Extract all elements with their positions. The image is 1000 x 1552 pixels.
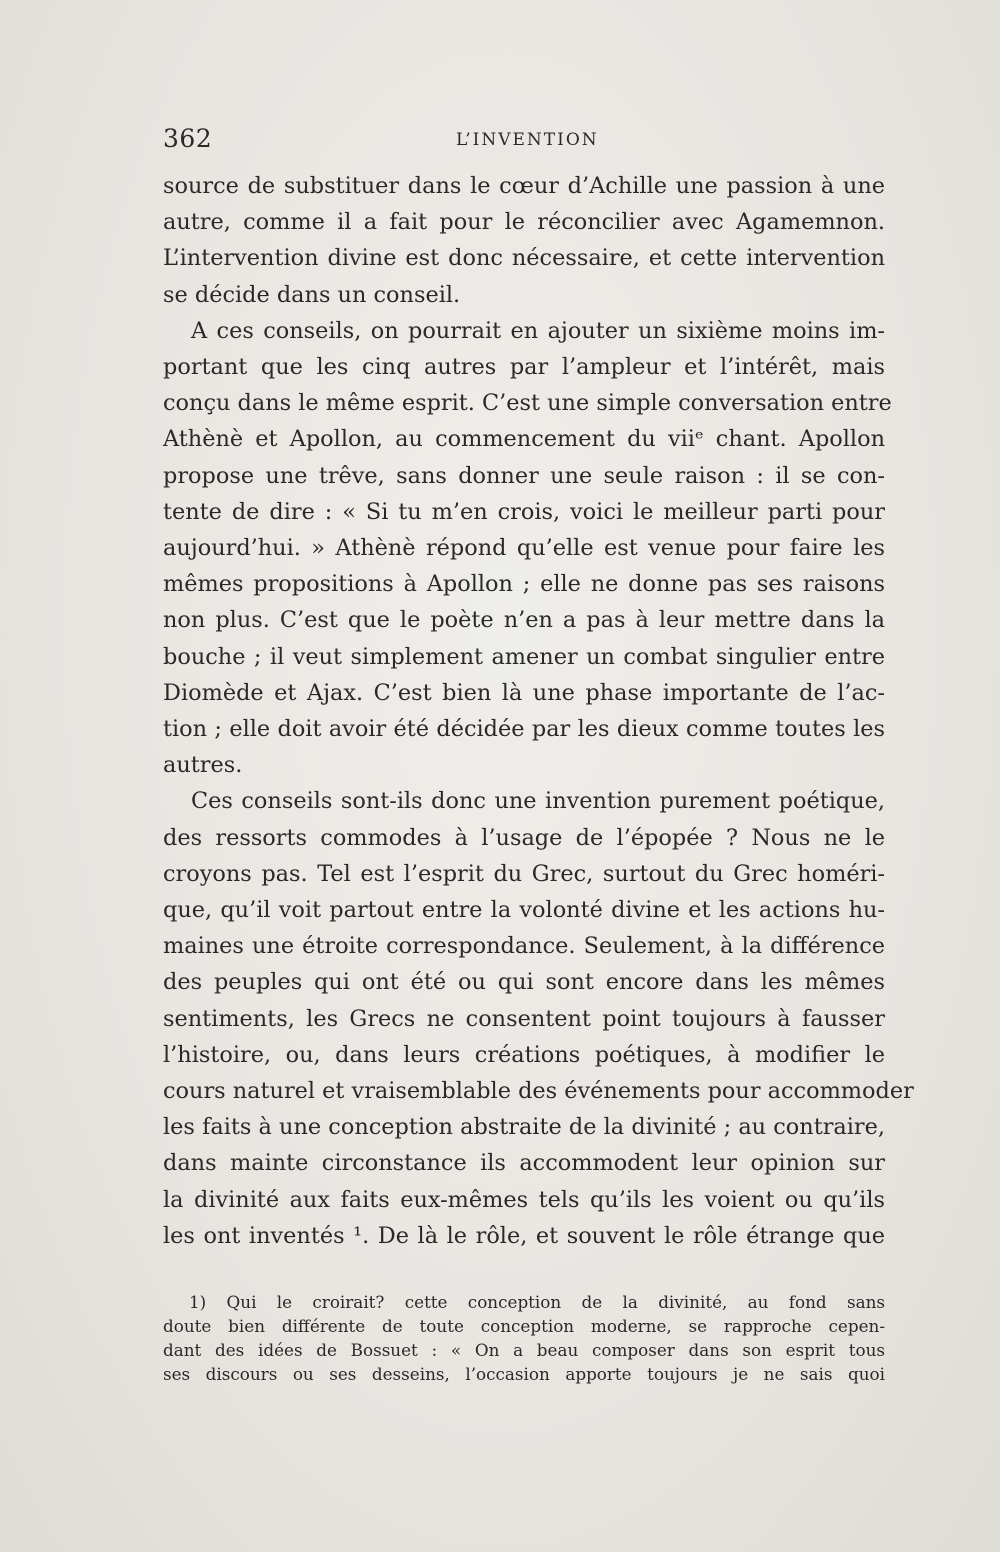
text-line: tente de dire : « Si tu m’en crois, voici le meilleur parti pour [163,498,885,525]
body-text [163,168,914,1254]
text-line: conçu dans le même esprit. C’est une simple conversation entre [163,390,892,417]
text-line: cours naturel et vraisemblable des événements pour accommoder [163,1078,914,1105]
text-line: croyons pas. Tel est l’esprit du Grec, surtout du Grec homéri- [163,860,885,887]
text-line: la divinité aux faits eux-mêmes tels qu’ils les voient ou qu’ils [163,1186,885,1213]
text-line: dans mainte circonstance ils accommodent leur opinion sur [163,1150,885,1177]
footnotes [163,1290,885,1386]
text-line: source de substituer dans le cœur d’Achille une passion à une [163,173,885,199]
text-line: Athènè et Apollon, au commencement du viiᵉ chant. Apollon [163,426,885,453]
footnote-line: dant des idées de Bossuet : « On a beau composer dans son esprit tous [163,1340,885,1360]
text-line: aujourd’hui. » Athènè répond qu’elle est venue pour faire les [163,535,885,562]
text-line: bouche ; il veut simplement amener un combat singulier entre [163,643,885,670]
text-line: des peuples qui ont été ou qui sont encore dans les mêmes [163,969,885,996]
text-line: autres. [163,752,243,779]
text-line: se décide dans un conseil. [163,281,461,308]
text-line: sentiments, les Grecs ne consentent point toujours à fausser [163,1005,885,1032]
text-line: l’histoire, ou, dans leurs créations poétiques, à modifier le [163,1041,885,1068]
text-line: L’intervention divine est donc nécessaire, et cette intervention [163,245,885,272]
text-line: que, qu’il voit partout entre la volonté divine et les actions hu- [163,897,885,924]
footnote-line: ses discours ou ses desseins, l’occasion apporte toujours je ne sais quoi [163,1364,885,1384]
text-line: tion ; elle doit avoir été décidée par les dieux comme toutes les [163,716,885,743]
page-number: 362 [163,124,213,153]
text-line: mêmes propositions à Apollon ; elle ne donne pas ses raisons [163,571,885,598]
text-line: non plus. C’est que le poète n’en a pas à leur mettre dans la [163,607,885,634]
footnote-line: doute bien différente de toute conception moderne, se rapproche cepen- [163,1316,885,1336]
text-line: maines une étroite correspondance. Seulement, à la différence [163,933,885,960]
text-line: les ont inventés ¹. De là le rôle, et souvent le rôle étrange que [163,1222,885,1249]
text-line: A ces conseils, on pourrait en ajouter un sixième moins im- [191,317,885,344]
text-line: Diomède et Ajax. C’est bien là une phase importante de l’ac- [163,679,885,706]
text-line: des ressorts commodes à l’usage de l’épopée ? Nous ne le [163,824,885,851]
running-head [163,122,885,162]
text-line: propose une trêve, sans donner une seule raison : il se con- [163,462,885,489]
running-title: L’INVENTION [456,130,599,150]
text-line: Ces conseils sont-ils donc une invention purement poétique, [191,788,885,815]
text-line: autre, comme il a fait pour le réconcilier avec Agamemnon. [163,209,885,236]
footnote-line: 1) Qui le croirait? cette conception de la divinité, au fond sans [189,1292,885,1312]
text-line: portant que les cinq autres par l’ampleur et l’intérêt, mais [163,354,885,381]
text-line: les faits à une conception abstraite de la divinité ; au contraire, [163,1114,885,1141]
